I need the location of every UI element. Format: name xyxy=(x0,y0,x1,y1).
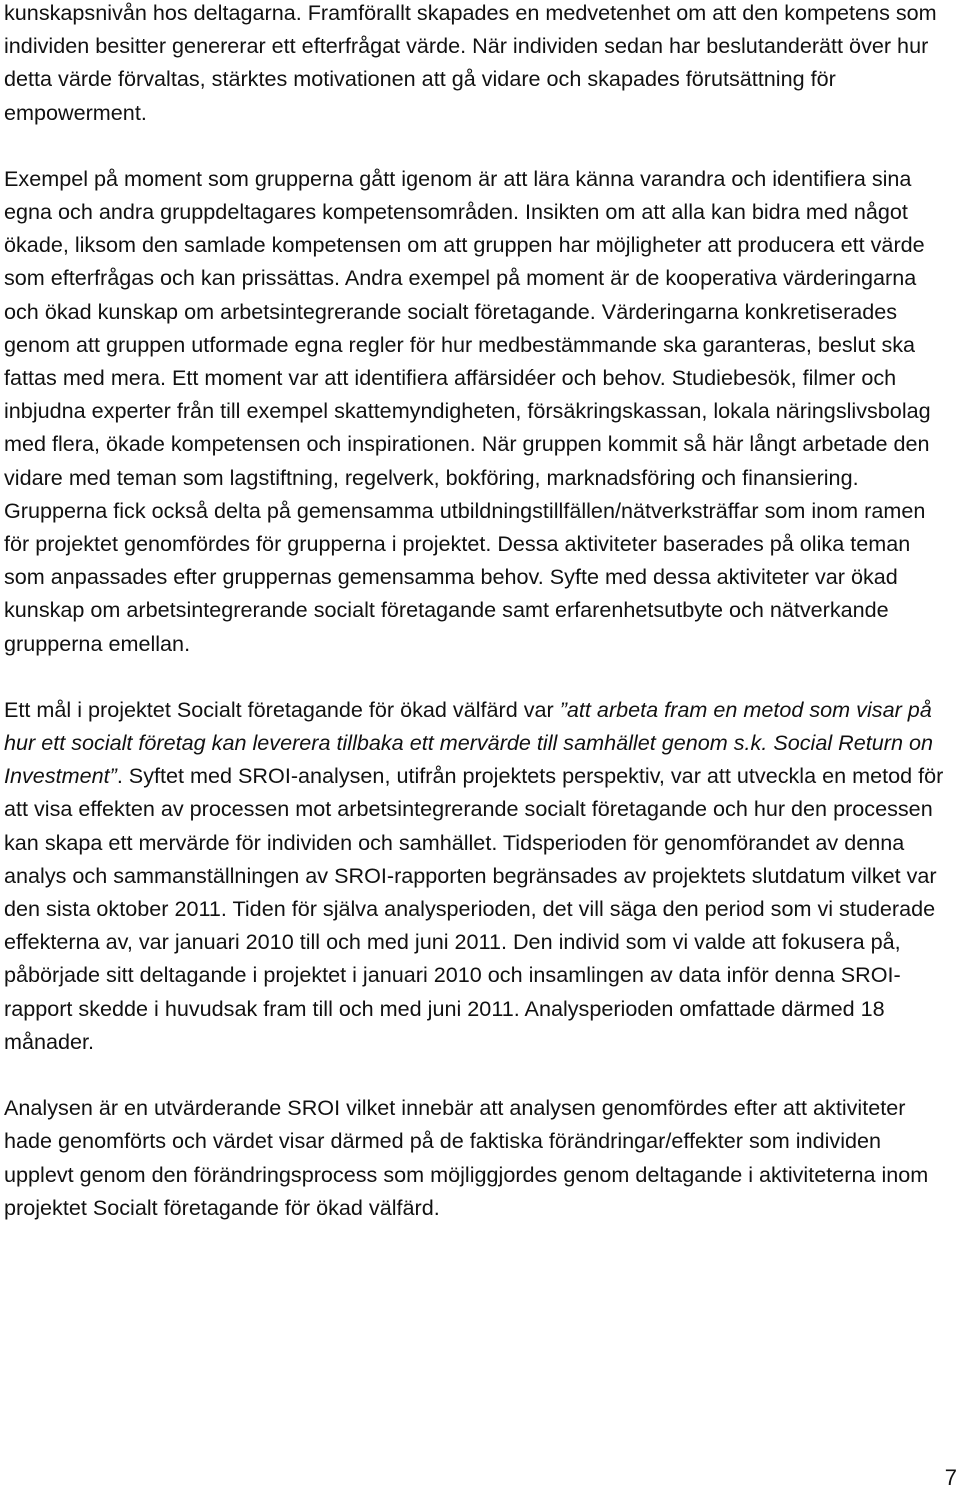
page-number: 7 xyxy=(944,1465,957,1490)
paragraph-empowerment: kunskapsnivån hos deltagarna. Framförallt skapades en medvetenhet om att den kompetens som individen besitter genererar ett efterfrågat värde. När individen sedan har beslutanderätt över hur detta värde förvaltas, stärktes motivationen att gå vidare och skapades förutsättning för empowerment. xyxy=(4,0,937,125)
paragraph-evaluative-sroi: Analysen är en utvärderande SROI vilket innebär att analysen genomfördes efter att aktiviteter hade genomförts och värdet visar därmed på de faktiska förändringar/effekter som individen upplevt genom den förändringsprocess som möjliggjordes genom deltagande i aktiviteterna inom projektet Socialt företagande för ökad välfärd. xyxy=(4,1095,929,1220)
sroi-goal-quote: ”att arbeta fram en metod som visar på hur ett socialt företag kan leverera tillbaka ett mervärde till samhället genom s.k. Social Return on Investment” xyxy=(4,696,933,789)
paragraph-moment-examples: Exempel på moment som grupperna gått igenom är att lära känna varandra och identifiera sina egna och andra gruppdeltagares kompetensområden. Insikten om att alla kan bidra med något ökade, liksom den samlade kompetensen om att gruppen har möjligheter att producera ett värde som efterfrågas och kan prissättas. Andra exempel på moment är de kooperativa värderingarna och ökad kunskap om arbetsintegrerande socialt företagande. Värderingarna konkretiserades genom att gruppen utformade egna regler för hur medbestämmande ska garanteras, beslut ska fattas med mera. Ett moment var att identifiera affärsidéer och behov. Studiebesök, filmer och inbjudna experter från till exempel skattemyndigheten, försäkringskassan, lokala näringslivsbolag med flera, ökade kompetensen och inspirationen. När gruppen kommit så här långt arbetade den vidare med teman som lagstiftning, regelverk, bokföring, marknadsföring och finansiering. Grupperna fick också delta på gemensamma utbildningstillfällen/nätverksträffar som inom ramen för projektet genomfördes för grupperna i projektet. Dessa aktiviteter baserades på olika teman som anpassades efter gruppernas gemensamma behov. Syfte med dessa aktiviteter var ökad kunskap om arbetsintegrerande socialt företagande samt erfarenhetsutbyte och nätverkande grupperna emellan. xyxy=(4,165,931,656)
paragraph-gap xyxy=(4,129,954,162)
paragraph-sroi-goal xyxy=(4,693,954,1058)
sroi-goal-intro: Ett mål i projektet Socialt företagande för ökad välfärd var xyxy=(4,696,560,722)
paragraph-gap xyxy=(4,660,954,693)
document-page xyxy=(4,0,954,1224)
paragraph-gap xyxy=(4,1058,954,1091)
sroi-goal-body: . Syftet med SROI-analysen, utifrån projektets perspektiv, var att utveckla en metod för att visa effekten av processen mot arbetsintegrerande socialt företagande och hur den processen kan skapa ett mervärde för individen och samhället. Tidsperioden för genomförandet av denna analys och sammanställningen av SROI-rapporten begränsades av projektets slutdatum vilket var den sista oktober 2011. Tiden för själva analysperioden, det vill säga den period som vi studerade effekterna av, var januari 2010 till och med juni 2011. Den individ som vi valde att fokusera på, påbörjade sitt deltagande i projektet i januari 2010 och insamlingen av data inför denna SROI-rapport skedde i huvudsak fram till och med juni 2011. Analysperioden omfattade därmed 18 månader. xyxy=(4,763,944,1054)
